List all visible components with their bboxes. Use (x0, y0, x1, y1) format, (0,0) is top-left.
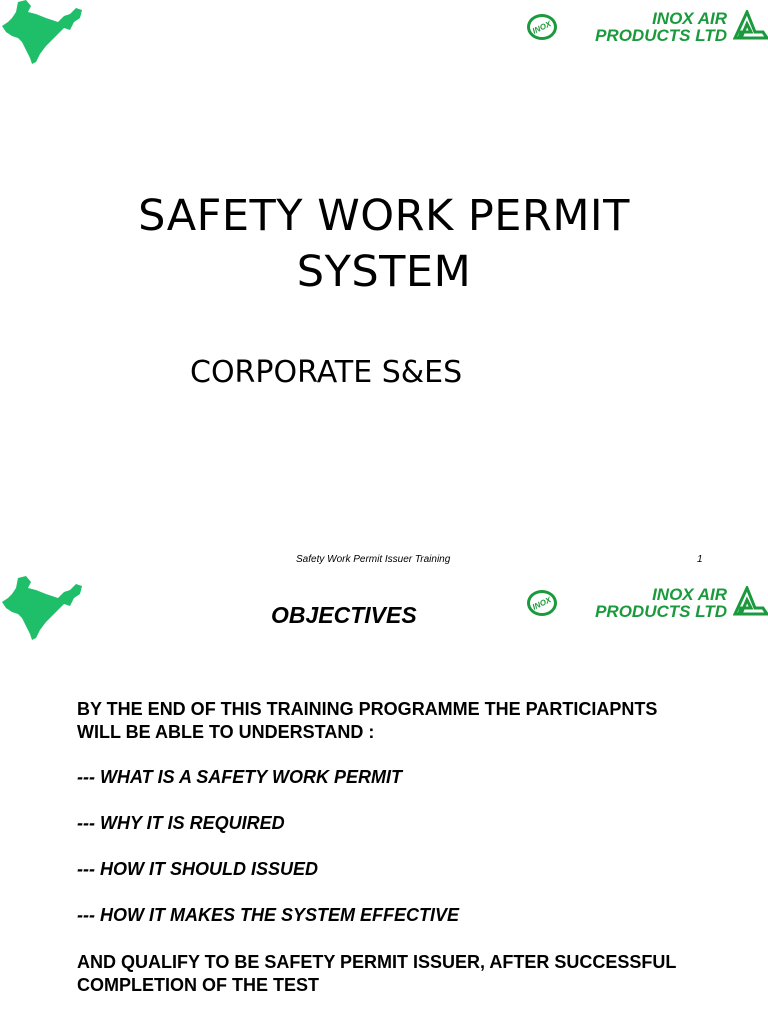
objective-item: --- WHAT IS A SAFETY WORK PERMIT (77, 767, 402, 787)
logo-text: INOX AIR PRODUCTS LTD (595, 9, 727, 45)
objective-item: --- HOW IT MAKES THE SYSTEM EFFECTIVE (77, 905, 459, 925)
intro-paragraph: BY THE END OF THIS TRAINING PROGRAMME THE PARTICIAPNTS WILL BE ABLE TO UNDERSTAND : (77, 699, 658, 742)
page-number: 1 (697, 554, 703, 565)
logo-oval: INOX (527, 590, 557, 616)
logo-text: INOX AIR PRODUCTS LTD (595, 585, 727, 621)
india-map-icon (0, 0, 86, 66)
slide-title: SAFETY WORK PERMIT SYSTEM (138, 191, 630, 297)
inox-triangle-logo-icon (733, 586, 768, 618)
india-map-icon (0, 576, 86, 642)
inox-triangle-logo-icon (733, 10, 768, 42)
objectives-title: OBJECTIVES (271, 602, 417, 628)
objective-item: --- HOW IT SHOULD ISSUED (77, 859, 318, 879)
slide-subtitle: CORPORATE S&ES (190, 355, 463, 390)
objective-item: --- WHY IT IS REQUIRED (77, 813, 285, 833)
company-logo (527, 10, 768, 50)
closing-paragraph: AND QUALIFY TO BE SAFETY PERMIT ISSUER, AFTER SUCCESSFUL COMPLETION OF THE TEST (77, 952, 677, 995)
footer-title: Safety Work Permit Issuer Training (296, 554, 451, 565)
logo-oval: INOX (527, 14, 557, 40)
company-logo (527, 586, 768, 626)
